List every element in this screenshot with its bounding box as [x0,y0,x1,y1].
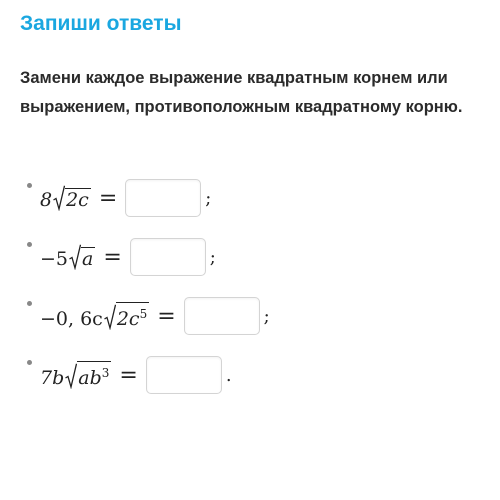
radicand-exponent: 3 [101,366,110,380]
math-expression-4 [40,361,111,389]
math-expression-2 [40,244,95,270]
task-item-1 [40,176,211,220]
answer-input-4[interactable] [146,356,222,394]
punctuation: ; [209,246,216,268]
sqrt-icon [65,361,111,389]
task-item-3 [40,294,270,338]
task-instruction: Замени каждое выражение квадратным корнем или выражением, противоположным квадратному корню. [20,69,463,116]
task-item-2 [40,235,216,279]
sqrt-icon [53,185,91,211]
math-expression-1 [40,185,91,211]
punctuation: ; [263,305,270,327]
bullet-icon [27,301,32,306]
radicand: 2c [66,189,89,211]
answer-input-1[interactable] [125,179,201,217]
expression-coefficient: −0, 6c [40,308,103,330]
punctuation: ; [205,187,212,209]
bullet-icon [27,183,32,188]
radicand: a [82,248,94,270]
equals-sign: = [98,185,118,211]
punctuation: . [225,364,232,386]
sqrt-icon [104,302,149,330]
equals-sign: = [103,244,122,270]
math-expression-3 [40,302,149,330]
answer-input-2[interactable] [130,238,206,276]
radicand: $2c^5$ [116,302,149,330]
equals-sign: = [157,303,176,329]
bullet-icon [27,360,32,365]
bullet-icon [27,242,32,247]
task-item-4 [40,353,232,397]
sqrt-icon [69,244,95,270]
expression-coefficient: 7b [40,367,65,389]
radicand-exponent: 5 [139,307,148,321]
expression-coefficient: −5 [40,248,69,270]
expression-coefficient: 8 [40,189,53,211]
answer-input-3[interactable] [184,297,260,335]
page-title: Запиши ответы [20,12,182,35]
equals-sign: = [119,362,138,388]
radicand: $ab^3$ [77,361,111,389]
